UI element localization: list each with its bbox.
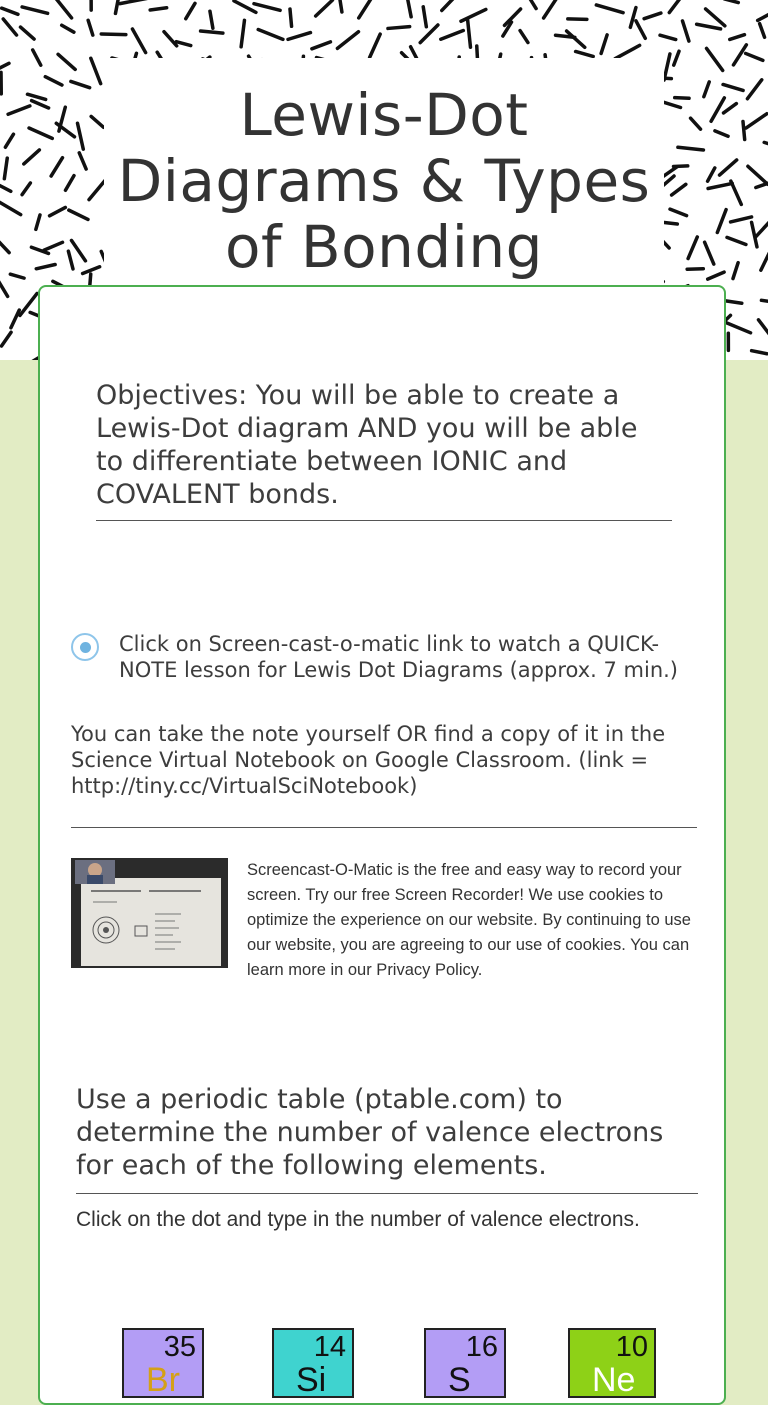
lesson-radio-row[interactable] [71, 631, 701, 683]
pattern-stroke [210, 11, 213, 28]
pattern-stroke [11, 310, 19, 328]
pattern-stroke [10, 274, 24, 278]
pattern-stroke [88, 20, 93, 35]
pattern-stroke [101, 34, 126, 35]
pattern-stroke [71, 240, 85, 260]
pattern-stroke [241, 20, 244, 46]
pattern-stroke [743, 121, 745, 139]
pattern-stroke [442, 0, 453, 10]
pattern-stroke [33, 50, 41, 65]
pattern-stroke [567, 31, 585, 47]
whiteboard-lesson-image [71, 858, 228, 968]
pattern-stroke [723, 84, 743, 90]
note-text: You can take the note yourself OR find a copy of it in the Science Virtual Notebook on Google Classroom. (link = http://tiny.cc/VirtualSciNotebook) [71, 721, 701, 799]
atomic-number: 35 [164, 1331, 196, 1363]
pattern-stroke [68, 251, 73, 269]
pattern-stroke [636, 21, 645, 39]
pattern-stroke [150, 8, 166, 10]
pattern-stroke [27, 94, 45, 99]
pattern-stroke [746, 53, 763, 60]
pattern-stroke [407, 0, 411, 17]
pattern-stroke [601, 35, 607, 54]
pattern-stroke [0, 241, 9, 252]
pattern-stroke [441, 31, 463, 40]
divider [71, 827, 697, 828]
pattern-stroke [674, 51, 679, 65]
pattern-stroke [720, 160, 737, 175]
pattern-stroke [761, 253, 768, 270]
pattern-stroke [758, 13, 768, 21]
video-description: Screencast-O-Matic is the free and easy way to record your screen. Try our free Screen Recorder! We use cookies to optimize the experience on our website. By continuing to use our website, you are agreeing to our use of cookies. You can learn more in our Privacy Policy. [247, 861, 691, 979]
element-symbol: S [448, 1360, 471, 1398]
pattern-stroke [724, 104, 737, 113]
pattern-stroke [687, 269, 703, 270]
pattern-stroke [697, 24, 721, 29]
pattern-stroke [674, 166, 688, 167]
title-box [104, 58, 664, 298]
pattern-stroke [764, 142, 768, 147]
pattern-stroke [672, 184, 686, 195]
pattern-stroke [420, 25, 438, 43]
pattern-stroke [423, 7, 426, 27]
pattern-stroke [691, 118, 701, 129]
pattern-stroke [670, 209, 687, 215]
pattern-stroke [748, 166, 768, 184]
pattern-stroke [22, 183, 30, 195]
pattern-stroke [675, 98, 689, 99]
pattern-stroke [132, 29, 145, 53]
page-title: Lewis-Dot Diagrams & Types of Bonding [104, 58, 664, 280]
pattern-stroke [707, 48, 723, 70]
pattern-stroke [682, 21, 688, 41]
worksheet-card [38, 285, 726, 1405]
pattern-stroke [58, 54, 75, 69]
pattern-stroke [8, 106, 30, 114]
pattern-stroke [186, 3, 195, 18]
pattern-stroke [290, 9, 292, 26]
pattern-stroke [630, 8, 636, 28]
pattern-stroke [36, 215, 40, 229]
lesson-radio-label: Click on Screen-cast-o-matic link to watch a QUICK-NOTE lesson for Lewis Dot Diagrams (approx. 7 min.) [119, 632, 678, 682]
pattern-stroke [62, 25, 74, 32]
pattern-stroke [91, 116, 103, 127]
pattern-stroke [715, 131, 728, 136]
pattern-stroke [50, 207, 66, 215]
pattern-stroke [758, 320, 768, 335]
pattern-stroke [706, 9, 725, 26]
pattern-stroke [0, 202, 21, 215]
pattern-stroke [746, 114, 767, 128]
pattern-stroke [733, 45, 746, 65]
pattern-stroke [708, 272, 724, 279]
pattern-stroke [44, 242, 62, 250]
video-embed [71, 858, 699, 983]
element-tile-ne[interactable] [568, 1328, 656, 1398]
pattern-stroke [596, 5, 623, 13]
pattern-stroke [726, 323, 751, 333]
pattern-stroke [708, 183, 732, 188]
pattern-stroke [644, 13, 661, 19]
pattern-stroke [91, 58, 101, 83]
pattern-stroke [254, 4, 280, 11]
pattern-stroke [705, 242, 714, 264]
element-symbol: Si [296, 1360, 326, 1398]
pattern-stroke [461, 9, 486, 21]
pattern-stroke [36, 265, 55, 269]
pattern-stroke [756, 182, 768, 188]
pattern-stroke [20, 27, 34, 39]
pattern-stroke [316, 0, 333, 16]
pattern-stroke [115, 0, 119, 13]
pattern-stroke [45, 77, 62, 85]
pattern-stroke [65, 176, 73, 191]
pattern-stroke [56, 0, 72, 18]
pattern-stroke [22, 7, 48, 13]
pattern-stroke [688, 237, 697, 259]
video-thumbnail[interactable] [71, 858, 228, 968]
periodic-intro-text: Use a periodic table (ptable.com) to determine the number of valence electrons for each of the following elements. [76, 1083, 696, 1182]
atomic-number: 16 [466, 1331, 498, 1363]
pattern-stroke [79, 153, 86, 169]
pattern-stroke [2, 332, 12, 346]
pattern-stroke [731, 181, 741, 204]
pattern-stroke [370, 34, 381, 57]
pattern-stroke [724, 0, 738, 3]
pattern-stroke [717, 210, 726, 233]
pattern-stroke [660, 35, 676, 39]
pattern-stroke [359, 0, 371, 18]
element-tile-si[interactable] [272, 1328, 354, 1398]
pattern-stroke [520, 31, 528, 43]
element-symbol: Br [146, 1360, 180, 1398]
pattern-stroke [340, 0, 342, 12]
pattern-stroke [664, 54, 670, 80]
pattern-stroke [0, 63, 9, 69]
pattern-stroke [288, 33, 310, 40]
atomic-number: 14 [314, 1331, 346, 1363]
pattern-stroke [615, 45, 640, 58]
pattern-stroke [2, 8, 18, 14]
instruction-text: Click on the dot and type in the number of valence electrons. [76, 1203, 686, 1237]
pattern-stroke [176, 42, 190, 46]
element-symbol: Ne [592, 1360, 635, 1398]
pattern-stroke [69, 210, 88, 219]
pattern-stroke [337, 32, 358, 49]
pattern-stroke [731, 217, 752, 222]
pattern-stroke [756, 216, 768, 236]
pattern-stroke [201, 31, 223, 33]
pattern-stroke [711, 98, 724, 121]
pattern-stroke [51, 158, 62, 176]
pattern-stroke [32, 101, 49, 108]
pattern-stroke [3, 19, 16, 35]
pattern-stroke [526, 0, 536, 9]
pattern-stroke [312, 42, 331, 49]
pattern-stroke [576, 51, 594, 56]
pattern-stroke [29, 128, 52, 138]
pattern-stroke [678, 147, 704, 150]
pattern-stroke [544, 0, 557, 18]
pattern-stroke [5, 134, 13, 147]
element-tile-s[interactable] [424, 1328, 506, 1398]
pattern-stroke [760, 24, 765, 38]
atomic-number: 10 [616, 1331, 648, 1363]
divider [76, 1193, 698, 1194]
pattern-stroke [752, 351, 767, 354]
objectives-text: Objectives: You will be able to create a Lewis-Dot diagram AND you will be able to differentiate between IONIC and COVALENT bonds. [96, 379, 672, 511]
pattern-stroke [164, 32, 177, 46]
pattern-stroke [388, 27, 410, 29]
pattern-stroke [78, 123, 84, 149]
pattern-stroke [71, 81, 90, 87]
pattern-stroke [468, 20, 471, 48]
pattern-stroke [727, 237, 746, 244]
pattern-stroke [747, 80, 761, 99]
pattern-stroke [258, 30, 283, 40]
pattern-stroke [120, 0, 147, 4]
pattern-stroke [708, 168, 715, 181]
pattern-stroke [669, 0, 683, 13]
pattern-stroke [730, 35, 745, 40]
lesson-radio-button[interactable] [71, 633, 99, 661]
pattern-stroke [0, 282, 8, 297]
radio-dot-icon [80, 642, 91, 653]
pattern-stroke [0, 182, 11, 192]
divider [96, 520, 672, 521]
pattern-stroke [761, 300, 768, 302]
pattern-stroke [733, 263, 738, 279]
pattern-stroke [704, 82, 709, 97]
pattern-stroke [4, 158, 7, 179]
element-tile-br[interactable] [122, 1328, 204, 1398]
pattern-stroke [24, 150, 40, 164]
